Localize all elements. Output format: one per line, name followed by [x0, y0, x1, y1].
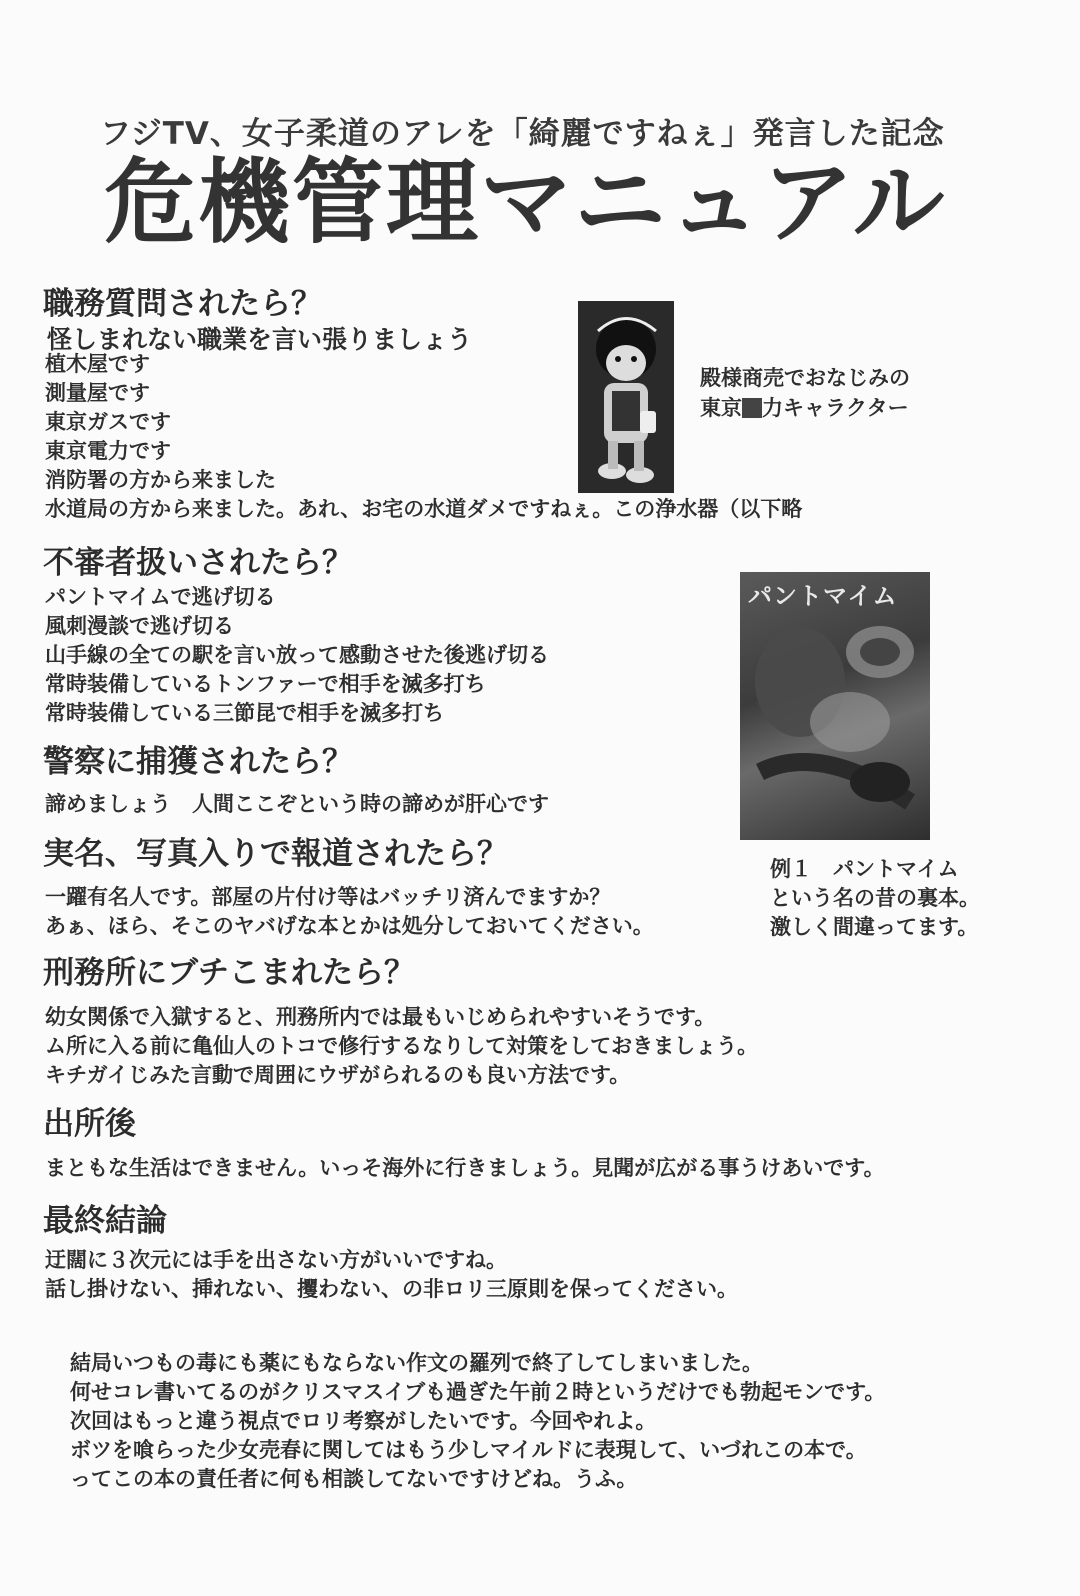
caption-line: という名の昔の裏本。 — [770, 886, 980, 910]
list-item: 東京電力です — [45, 439, 171, 463]
list-item: キチガイじみた言動で周囲にウザがられるのも良い方法です。 — [45, 1063, 631, 1087]
list-item: 一躍有名人です。部屋の片付け等はバッチリ済んでますか？ — [45, 885, 611, 909]
list-item: 迂闊に３次元には手を出さない方がいいですね。 — [45, 1248, 507, 1272]
list-item: まともな生活はできません。いっそ海外に行きましょう。見聞が広がる事うけあいです。 — [45, 1156, 885, 1180]
list-item: 山手線の全ての駅を言い放って感動させた後逃げ切る — [45, 643, 549, 667]
page-title: 危機管理マニュアル — [104, 149, 947, 256]
section-heading-release: 出所後 — [43, 1106, 136, 1142]
afterword-line: ボツを喰らった少女売春に関してはもう少しマイルドに表現して、いづれこの本で。 — [70, 1438, 867, 1462]
list-item: 測量屋です — [45, 381, 150, 405]
book-cover-image — [740, 572, 930, 840]
list-item: パントマイムで逃げ切る — [45, 585, 276, 609]
section-heading-questioning: 職務質問されたら？ — [43, 286, 322, 322]
list-item: 植木屋です — [45, 352, 150, 376]
section-lines-reported — [45, 883, 654, 941]
section-heading-suspicious: 不審者扱いされたら？ — [43, 545, 353, 581]
list-item: 水道局の方から来ました。あれ、お宅の水道ダメですねぇ。この浄水器（以下略 — [45, 497, 803, 521]
section-lines-prison — [45, 1003, 758, 1090]
page-subtitle: フジTV、女子柔道のアレを「綺麗ですねぇ」発言した記念 — [100, 116, 945, 152]
character-caption-line1: 殿様商売でおなじみの — [700, 366, 910, 390]
list-item: 話し掛けない、挿れない、攫わない、の非ロリ三原則を保ってください。 — [45, 1277, 738, 1301]
afterword-line: 何せコレ書いてるのがクリスマスイブも過ぎた午前２時というだけでも勃起モンです。 — [70, 1380, 886, 1404]
section-lines-suspicious — [45, 583, 549, 728]
section-lines-questioning — [45, 350, 802, 524]
afterword-line: ってこの本の責任者に何も相談してないですけどね。うふ。 — [70, 1467, 638, 1491]
section-heading-arrested: 警察に捕獲されたら？ — [43, 744, 353, 780]
section-heading-conclusion: 最終結論 — [43, 1203, 167, 1239]
caption-text: 力キャラクター — [762, 396, 909, 420]
section-lead-questioning: 怪しまれない職業を言い張りましょう — [47, 325, 473, 354]
list-item: 常時装備している三節昆で相手を滅多打ち — [45, 701, 444, 725]
list-item: 諦めましょう 人間ここぞという時の諦めが肝心です — [45, 792, 549, 816]
character-caption-line2 — [700, 392, 909, 422]
list-item: 東京ガスです — [45, 410, 171, 434]
section-lines-conclusion — [45, 1246, 738, 1304]
book-caption — [770, 855, 980, 942]
redaction-block — [742, 398, 762, 418]
list-item: ム所に入る前に亀仙人のトコで修行するなりして対策をしておきましょう。 — [45, 1034, 759, 1058]
list-item: 消防署の方から来ました — [45, 468, 276, 492]
list-item: 常時装備しているトンファーで相手を滅多打ち — [45, 672, 486, 696]
list-item: 風刺漫談で逃げ切る — [45, 614, 234, 638]
afterword — [70, 1349, 885, 1494]
list-item: あぁ、ほら、そこのヤバげな本とかは処分しておいてください。 — [45, 914, 654, 938]
afterword-line: 結局いつもの毒にも薬にもならない作文の羅列で終了してしまいました。 — [70, 1351, 763, 1375]
section-heading-reported: 実名、写真入りで報道されたら？ — [43, 836, 508, 872]
afterword-line: 次回はもっと違う視点でロリ考察がしたいです。今回やれよ。 — [70, 1409, 657, 1433]
list-item: 幼女関係で入獄すると、刑務所内では最もいじめられやすいそうです。 — [45, 1005, 716, 1029]
character-illustration — [578, 301, 674, 493]
section-heading-prison: 刑務所にブチこまれたら？ — [43, 955, 415, 991]
caption-line: 激しく間違ってます。 — [770, 915, 979, 939]
caption-text: 東京 — [700, 396, 742, 420]
book-cover-title: パントマイム — [748, 582, 898, 610]
caption-line: 例１ パントマイム — [770, 857, 959, 881]
